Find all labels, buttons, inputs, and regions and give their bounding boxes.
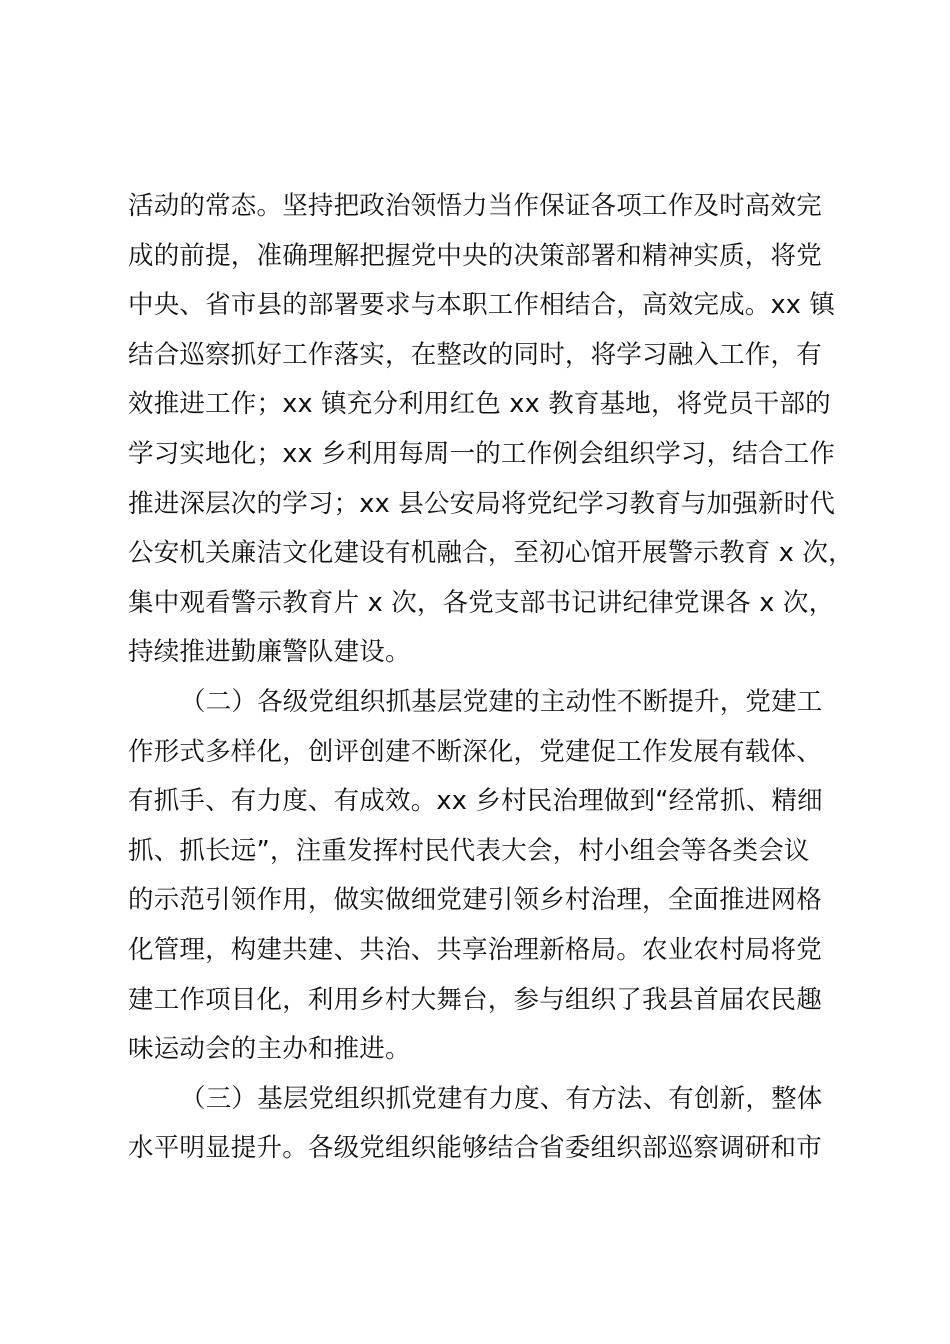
text-line: 有抓手、有力度、有成效。xx 乡村民治理做到“经常抓、精细 xyxy=(128,786,823,817)
text-line: 活动的常态。坚持把政治领悟力当作保证各项工作及时高效完 xyxy=(128,191,822,221)
body-text xyxy=(128,182,868,1174)
section-heading-line: （三）基层党组织抓党建有力度、有方法、有创新，整体 xyxy=(180,1083,823,1114)
text-line: 结合巡察抓好工作落实，在整改的同时，将学习融入工作，有 xyxy=(128,339,822,370)
text-line: 化管理，构建共建、共治、共享治理新格局。农业农村局将党 xyxy=(128,934,822,965)
text-line: 的示范引领作用，做实做细党建引领乡村治理，全面推进网格 xyxy=(128,885,822,916)
text-line: 集中观看警示教育片 x 次，各党支部书记讲纪律党课各 x 次， xyxy=(128,587,835,618)
text-line: 味运动会的主办和推进。 xyxy=(128,1034,411,1065)
text-line: 学习实地化；xx 乡利用每周一的工作例会组织学习，结合工作 xyxy=(128,438,836,469)
text-line: 水平明显提升。各级党组织能够结合省委组织部巡察调研和市 xyxy=(128,1133,822,1164)
text-line: 效推进工作；xx 镇充分利用红色 xx 教育基地，将党员干部的 xyxy=(128,389,831,420)
text-line: 成的前提，准确理解把握党中央的决策部署和精神实质，将党 xyxy=(128,240,822,271)
text-line: 持续推进勤廉警队建设。 xyxy=(128,637,411,668)
section-heading-line: （二）各级党组织抓基层党建的主动性不断提升，党建工 xyxy=(180,686,823,717)
text-line: 抓、抓长远”，注重发挥村民代表大会，村小组会等各类会议 xyxy=(128,835,810,866)
text-line: 作形式多样化，创评创建不断深化，党建促工作发展有载体、 xyxy=(128,736,822,767)
text-line: 建工作项目化，利用乡村大舞台，参与组织了我县首届农民趣 xyxy=(128,984,822,1015)
text-line: 推进深层次的学习；xx 县公安局将党纪学习教育与加强新时代 xyxy=(128,488,836,519)
text-line: 公安机关廉洁文化建设有机融合，至初心馆开展警示教育 x 次， xyxy=(128,538,854,569)
text-line: 中央、省市县的部署要求与本职工作相结合，高效完成。xx 镇 xyxy=(128,290,836,321)
